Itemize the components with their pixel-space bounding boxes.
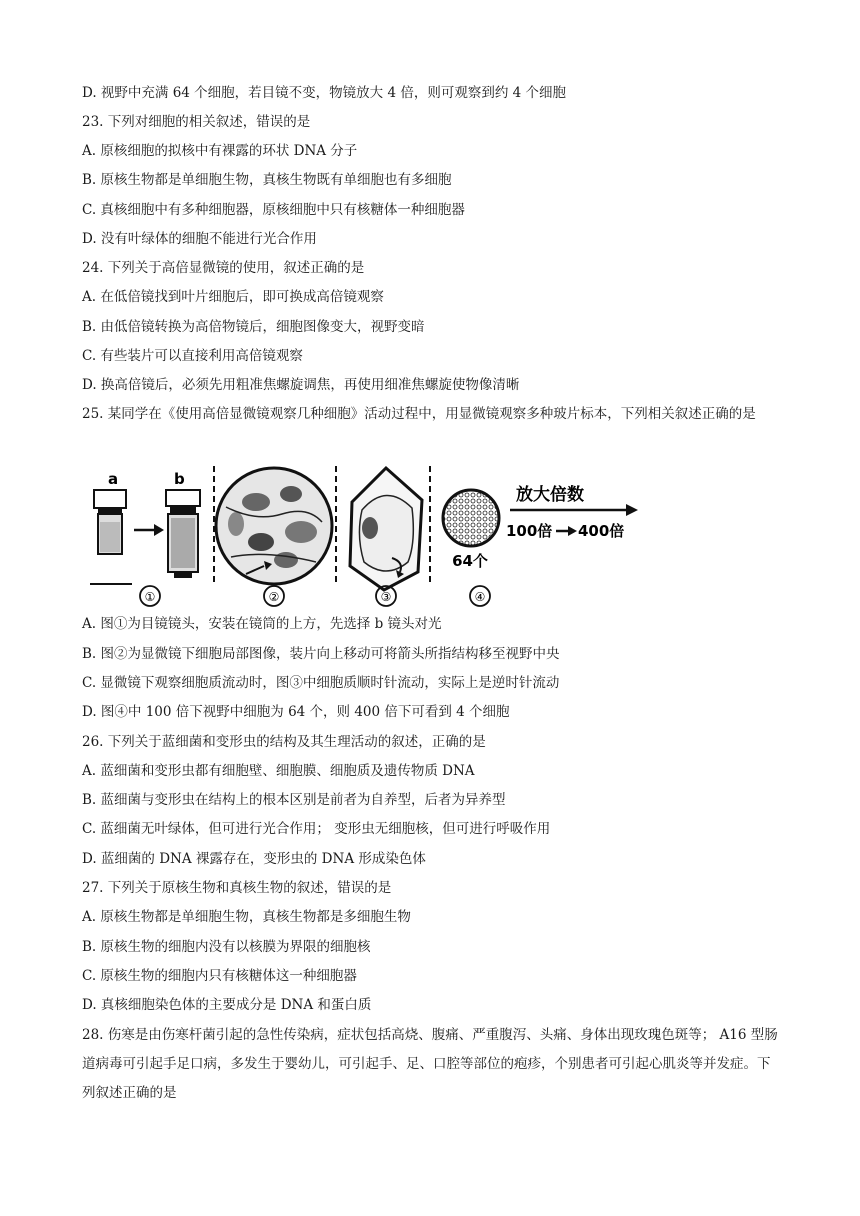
q26-option-c: C. 蓝细菌无叶绿体，但可进行光合作用； 变形虫无细胞核，但可进行呼吸作用: [82, 821, 551, 837]
panel-1-lenses: [90, 466, 214, 606]
magnification-title: 放大倍数: [516, 485, 584, 505]
q26-option-d: D. 蓝细菌的 DNA 裸露存在，变形虫的 DNA 形成染色体: [82, 851, 426, 867]
lens-a-icon: [94, 490, 126, 554]
q26-option-a: A. 蓝细菌和变形虫都有细胞壁、细胞膜、细胞质及遗传物质 DNA: [82, 763, 475, 779]
q27-option-d: D. 真核细胞染色体的主要成分是 DNA 和蛋白质: [82, 997, 372, 1013]
panel-4-magnification: [443, 484, 638, 606]
q24-option-b: B. 由低倍镜转换为高倍物镜后，细胞图像变大，视野变暗: [82, 319, 425, 335]
q23-stem: 23. 下列对细胞的相关叙述，错误的是: [82, 114, 311, 130]
q24-stem: 24. 下列关于高倍显微镜的使用，叙述正确的是: [82, 260, 365, 276]
q27-option-a: A. 原核生物都是单细胞生物，真核生物都是多细胞生物: [82, 909, 411, 925]
q27-option-b: B. 原核生物的细胞内没有以核膜为界限的细胞核: [82, 939, 371, 955]
q24-option-a: A. 在低倍镜找到叶片细胞后，即可换成高倍镜观察: [82, 289, 384, 305]
panel-3-label: ③: [380, 590, 392, 604]
panel-2-cell-field: [216, 466, 336, 606]
lens-a-label: a: [108, 470, 119, 488]
q25-option-a: A. 图①为目镜镜头，安装在镜筒的上方，先选择 b 镜头对光: [82, 616, 442, 632]
panel-4-label: ④: [474, 590, 486, 604]
q27-stem: 27. 下列关于原核生物和真核生物的叙述，错误的是: [82, 880, 392, 896]
panel-2-label: ②: [268, 590, 280, 604]
q26-stem: 26. 下列关于蓝细菌和变形虫的结构及其生理活动的叙述，正确的是: [82, 734, 486, 750]
q23-option-c: C. 真核细胞中有多种细胞器，原核细胞中只有核糖体一种细胞器: [82, 202, 465, 218]
q23-option-d: D. 没有叶绿体的细胞不能进行光合作用: [82, 231, 317, 247]
panel-3-plant-cell: [350, 466, 430, 606]
q23-option-a: A. 原核细胞的拟核中有裸露的环状 DNA 分子: [82, 143, 358, 159]
magnification-to: 400倍: [578, 522, 625, 540]
q24-option-d: D. 换高倍镜后，必须先用粗准焦螺旋调焦，再使用细准焦螺旋使物像清晰: [82, 377, 520, 393]
q22-option-d: D. 视野中充满 64 个细胞，若目镜不变，物镜放大 4 倍，则可观察到约 4 个细胞: [82, 85, 567, 101]
magnification-from: 100倍: [506, 522, 553, 540]
cell-count-label: 64个: [452, 552, 488, 570]
q25-option-d: D. 图④中 100 倍下视野中细胞为 64 个，则 400 倍下可看到 4 个细胞: [82, 704, 510, 720]
lens-b-icon: [166, 490, 200, 578]
arrow-icon: [134, 524, 164, 536]
q25-stem: 25. 某同学在《使用高倍显微镜观察几种细胞》活动过程中，用显微镜观察多种玻片标本，下列相关叙述正确的是: [82, 406, 756, 422]
q23-option-b: B. 原核生物都是单细胞生物，真核生物既有单细胞也有多细胞: [82, 172, 452, 188]
panel-1-label: ①: [144, 590, 156, 604]
q25-option-c: C. 显微镜下观察细胞质流动时，图③中细胞质顺时针流动，实际上是逆时针流动: [82, 675, 560, 691]
q26-option-b: B. 蓝细菌与变形虫在结构上的根本区别是前者为自养型，后者为异养型: [82, 792, 506, 808]
lens-b-label: b: [174, 470, 185, 488]
q24-option-c: C. 有些装片可以直接利用高倍镜观察: [82, 348, 303, 364]
q27-option-c: C. 原核生物的细胞内只有核糖体这一种细胞器: [82, 968, 357, 984]
q28-stem: 28. 伤寒是由伤寒杆菌引起的急性传染病，症状包括高烧、腹痛、严重腹泻、头痛、身体出现玫瑰色斑等； A16 型肠道病毒可引起手足口病，多发生于婴幼儿，可引起手、足、口腔等部位的疱疹，个别患者可引起心肌炎等并发症。下列叙述正确的是: [82, 1027, 778, 1101]
q25-figure: [86, 462, 640, 608]
q25-option-b: B. 图②为显微镜下细胞局部图像，装片向上移动可将箭头所指结构移至视野中央: [82, 646, 560, 662]
